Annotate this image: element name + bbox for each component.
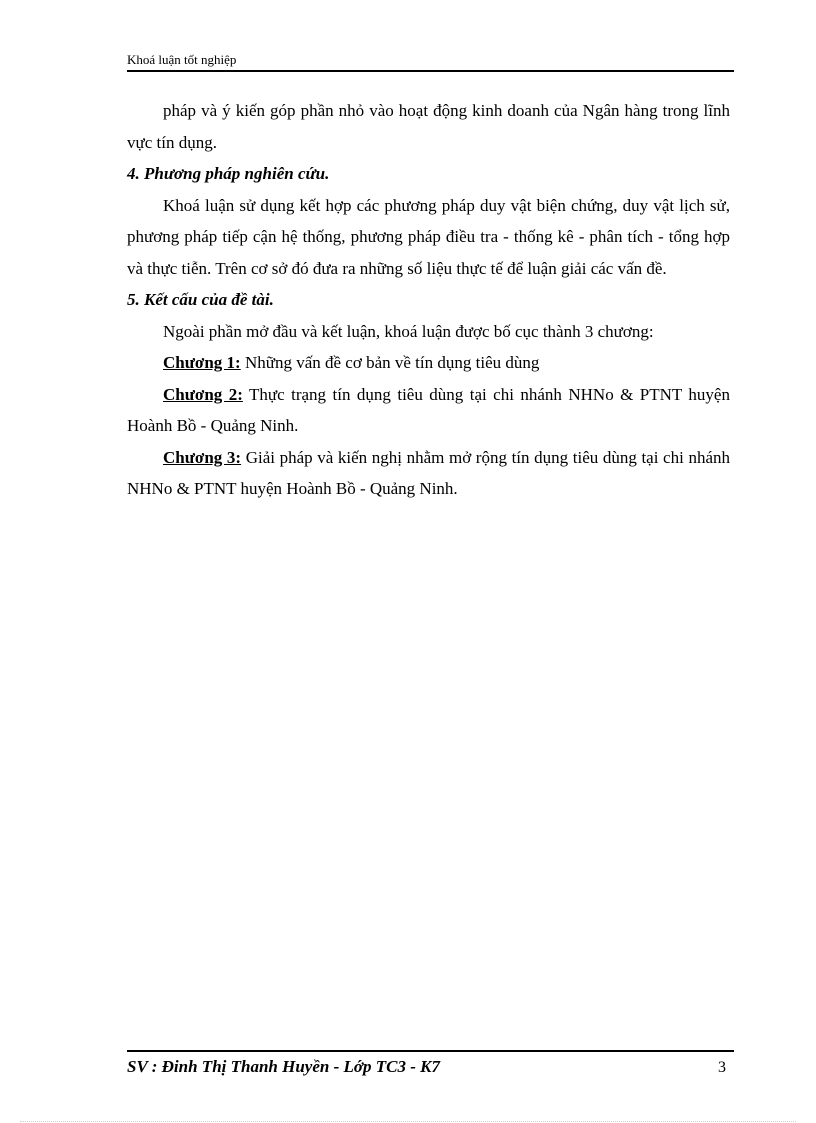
chapter-item-3 bbox=[127, 442, 730, 505]
chapter-text-2: Thực trạng tín dụng tiêu dùng tại chi nhánh NHNo & PTNT huyện Hoành Bồ - Quảng Ninh. bbox=[127, 384, 730, 435]
page-footer bbox=[127, 1050, 734, 1082]
paragraph-continuation: pháp và ý kiến góp phần nhỏ vào hoạt động kinh doanh của Ngân hàng trong lĩnh vực tín dụng. bbox=[127, 101, 730, 152]
footer-author: SV : Đinh Thị Thanh Huyền - Lớp TC3 - K7 bbox=[127, 1057, 440, 1076]
page-number: 3 bbox=[718, 1059, 726, 1076]
paragraph-methods: Khoá luận sử dụng kết hợp các phương pháp duy vật biện chứng, duy vật lịch sử, phương pháp tiếp cận hệ thống, phương pháp điều tra - thống kê - phân tích - tổng hợp và thực tiễn. Trên cơ sở đó đưa ra những số liệu thực tế để luận giải các vấn đề. bbox=[127, 195, 730, 278]
chapter-item-1 bbox=[127, 347, 730, 379]
body-content bbox=[127, 95, 730, 505]
page-edge-divider bbox=[20, 1121, 796, 1122]
chapter-label-2: Chương 2: bbox=[163, 384, 243, 404]
section-heading-methods: 4. Phương pháp nghiên cứu. bbox=[127, 164, 330, 183]
chapter-label-3: Chương 3: bbox=[163, 447, 242, 467]
chapter-item-2 bbox=[127, 379, 730, 442]
header-title: Khoá luận tốt nghiệp bbox=[127, 52, 237, 67]
page-header bbox=[127, 50, 734, 72]
paragraph-structure: Ngoài phần mở đầu và kết luận, khoá luận được bố cục thành 3 chương: bbox=[163, 321, 654, 341]
section-heading-structure: 5. Kết cấu của đề tài. bbox=[127, 290, 274, 309]
chapter-text-3: Giải pháp và kiến nghị nhằm mở rộng tín dụng tiêu dùng tại chi nhánh NHNo & PTNT huyện Hoành Bồ - Quảng Ninh. bbox=[127, 447, 730, 498]
chapter-text-1: Những vấn đề cơ bản về tín dụng tiêu dùng bbox=[240, 353, 540, 372]
chapter-label-1: Chương 1: bbox=[163, 353, 241, 372]
